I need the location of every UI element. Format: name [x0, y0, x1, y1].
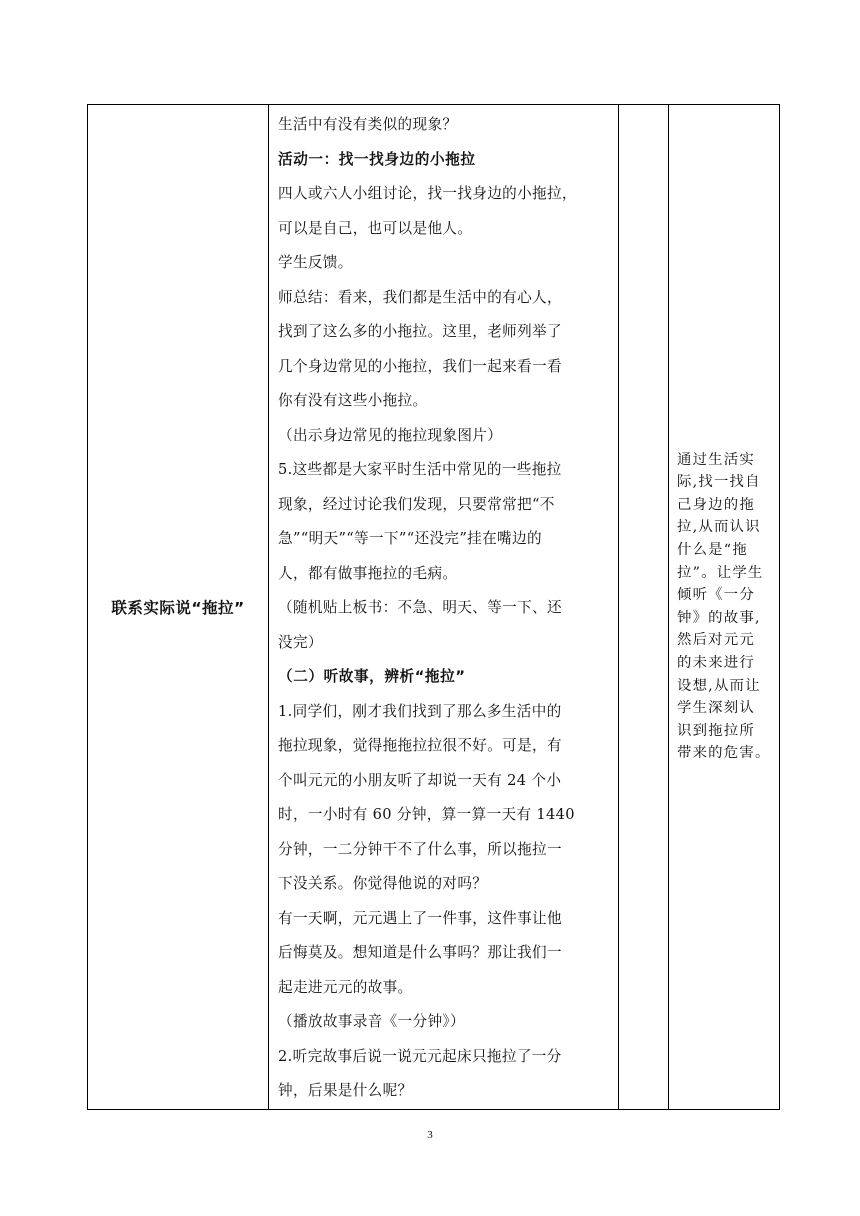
- design-intent-line: 拉”。让学生: [677, 564, 764, 581]
- content-line: （出示身边常见的拖拉现象图片）: [278, 426, 503, 444]
- design-intent-line: 识到拖拉所: [677, 722, 755, 739]
- design-intent-line: 的未来进行: [677, 654, 755, 671]
- design-intent-cell: [669, 105, 780, 1110]
- content-line: 四人或六人小组讨论，找一找身边的小拖拉，: [278, 185, 577, 202]
- design-intent-line: 钟》的故事,: [677, 609, 761, 626]
- design-intent-line: 际,找一找自: [677, 474, 761, 491]
- content-line: （随机贴上板书：不急、明天、等一下、还: [278, 599, 562, 616]
- design-intent-line: 然后对元元: [677, 632, 755, 649]
- design-intent-line: 带来的危害。: [677, 745, 771, 762]
- lesson-plan-table: [87, 104, 780, 1110]
- design-intent-line: 设想,从而让: [677, 677, 761, 694]
- content-line: 时，一小时有 60 分钟，算一算一天有 1440: [278, 806, 575, 823]
- design-intent-lines: [669, 449, 779, 765]
- design-intent-line: 通过生活实: [677, 451, 755, 468]
- content-line: 起走进元元的故事。: [278, 978, 413, 996]
- activity-heading: （二）听故事，辨析“拖拉”: [278, 668, 466, 685]
- section-label: 联系实际说“拖拉”: [111, 598, 245, 617]
- content-line: 你有没有这些小拖拉。: [278, 392, 428, 409]
- content-line: 2.听完故事后说一说元元起床只拖拉了一分: [278, 1047, 562, 1065]
- page-number: 3: [427, 1129, 433, 1141]
- empty-cell: [619, 105, 669, 1110]
- content-line: 师总结：看来，我们都是生活中的有心人，: [278, 288, 562, 306]
- section-cell: [88, 105, 269, 1110]
- content-line: 后悔莫及。想知道是什么事吗？那让我们一: [278, 944, 562, 961]
- content-lines: [269, 105, 618, 1109]
- content-line: 现象，经过讨论我们发现，只要常常把“不: [278, 495, 555, 513]
- content-line: 分钟，一二分钟干不了什么事，所以拖拉一: [278, 840, 562, 858]
- content-line: 生活中有没有类似的现象？: [278, 116, 458, 133]
- design-intent-line: 学生深刻认: [677, 700, 755, 717]
- content-line: 没完）: [278, 633, 323, 651]
- content-line: 有一天啊，元元遇上了一件事，这件事让他: [278, 909, 562, 927]
- design-intent-line: 什么是“拖: [677, 541, 748, 558]
- content-cell: [269, 105, 619, 1110]
- content-line: 5.这些都是大家平时生活中常见的一些拖拉: [278, 461, 562, 478]
- content-line: 钟，后果是什么呢？: [278, 1082, 413, 1099]
- content-line: 拖拉现象，觉得拖拖拉拉很不好。可是，有: [278, 737, 562, 754]
- design-intent-line: 倾听《一分: [677, 587, 755, 604]
- content-line: 个叫元元的小朋友听了却说一天有 24 个小: [278, 771, 562, 789]
- content-line: （播放故事录音《一分钟》）: [278, 1013, 465, 1030]
- content-line: 人，都有做事拖拉的毛病。: [278, 564, 458, 582]
- content-line: 找到了这么多的小拖拉。这里，老师列举了: [278, 323, 562, 340]
- table-row: [88, 105, 780, 1110]
- design-intent-line: 拉,从而认识: [677, 519, 761, 536]
- activity-heading: 活动一：找一找身边的小拖拉: [278, 150, 476, 168]
- content-line: 可以是自己，也可以是他人。: [278, 219, 473, 237]
- content-line: 1.同学们，刚才我们找到了那么多生活中的: [278, 702, 562, 720]
- content-line: 急”“明天”“等一下”“还没完”挂在嘴边的: [278, 530, 542, 547]
- design-intent-line: 己身边的拖: [677, 496, 755, 513]
- content-line: 学生反馈。: [278, 254, 353, 271]
- content-line: 几个身边常见的小拖拉，我们一起来看一看: [278, 357, 562, 375]
- content-line: 下没关系。你觉得他说的对吗？: [278, 875, 488, 892]
